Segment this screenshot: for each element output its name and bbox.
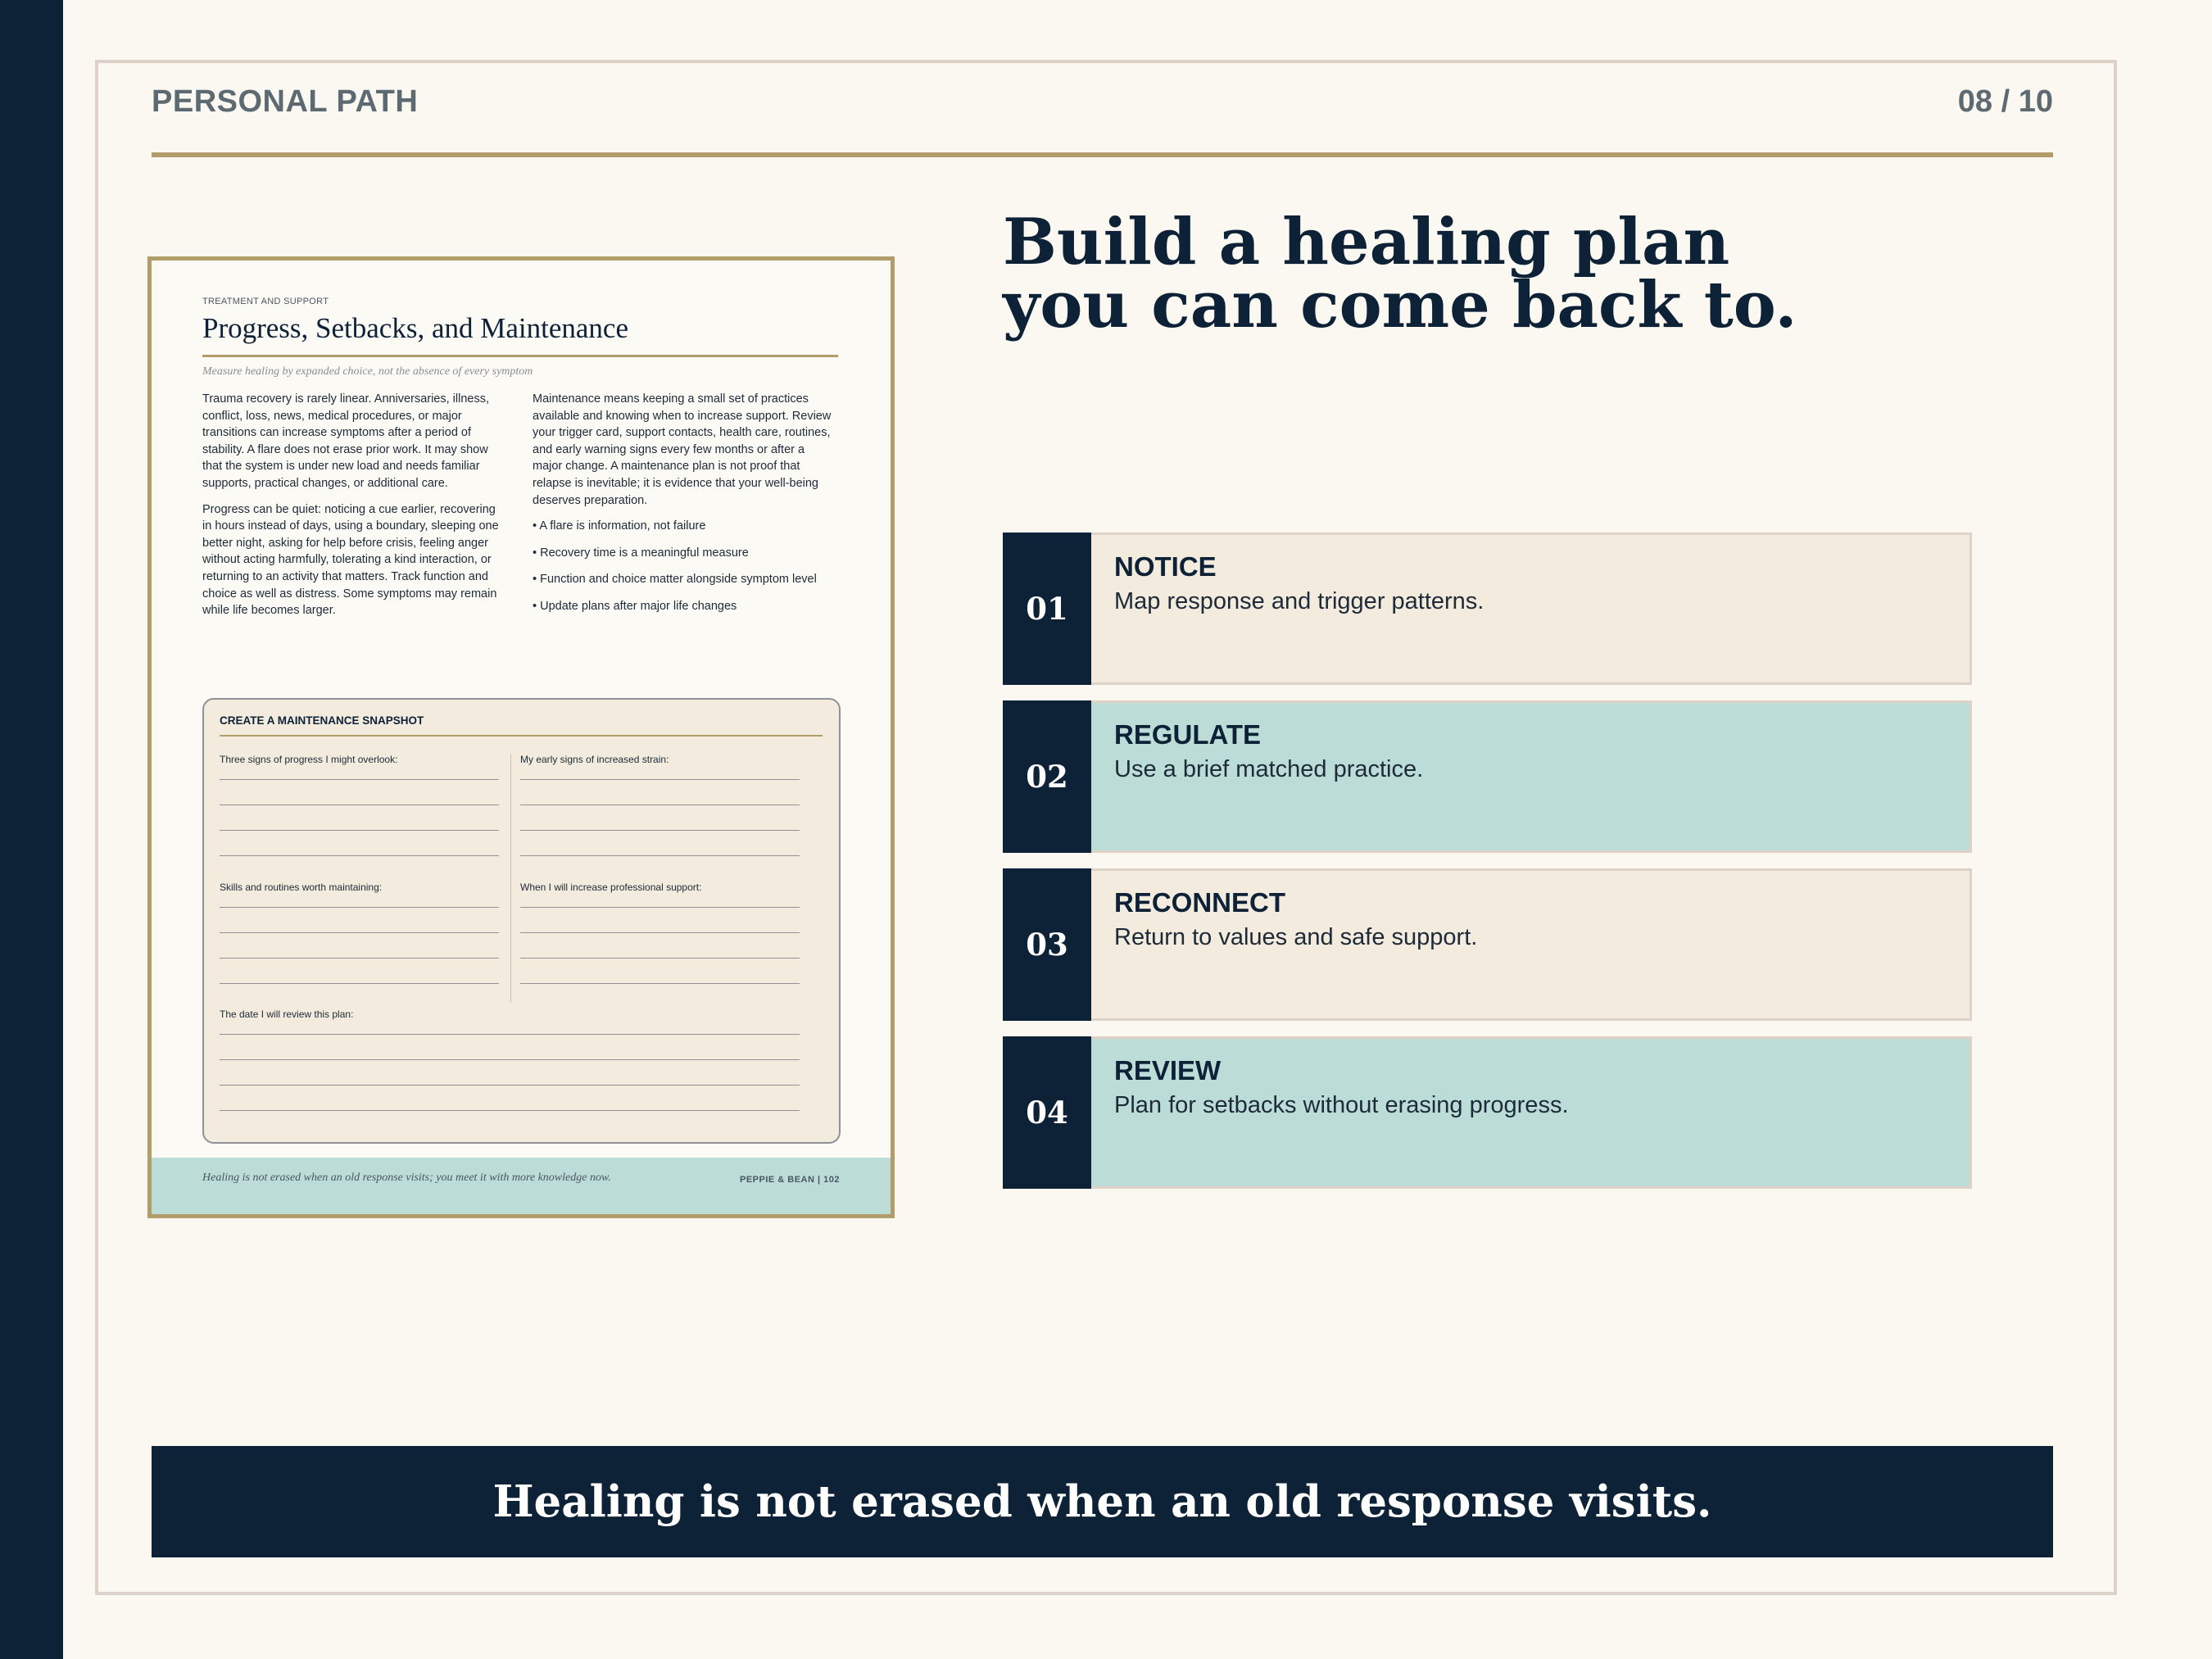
step-description: Use a brief matched practice. (1114, 756, 1424, 782)
bullet-item: • A flare is information, not failure (533, 518, 837, 535)
headline-line: Build a healing plan (1003, 205, 1730, 279)
step-number: 02 (1003, 700, 1091, 853)
write-line[interactable] (220, 855, 499, 856)
step-description: Return to values and safe support. (1114, 924, 1478, 950)
step-number: 03 (1003, 868, 1091, 1021)
preview-column-left (202, 391, 507, 628)
snapshot-label-progress: Three signs of progress I might overlook: (220, 754, 398, 765)
snapshot-title: CREATE A MAINTENANCE SNAPSHOT (220, 714, 424, 727)
left-accent-bar (0, 0, 63, 1659)
bullet-item: • Function and choice matter alongside symptom level (533, 571, 837, 588)
preview-column-right (533, 391, 837, 625)
preview-paragraph: Maintenance means keeping a small set of practices available and knowing when to increase support. Review your trigger card, support contacts, health care, routines, and early warning signs every few months or after a major change. A maintenance plan is not proof that relapse is inevitable; it is evidence that your well-being deserves preparation. (533, 392, 832, 507)
write-line[interactable] (520, 779, 800, 780)
write-line[interactable] (220, 958, 499, 959)
write-line[interactable] (220, 830, 499, 831)
write-line[interactable] (520, 983, 800, 984)
snapshot-label-skills: Skills and routines worth maintaining: (220, 882, 383, 893)
bullet-item: • Recovery time is a meaningful measure (533, 545, 837, 562)
write-line[interactable] (220, 1059, 800, 1060)
preview-kicker: TREATMENT AND SUPPORT (202, 297, 329, 306)
step-card-notice (1003, 533, 1972, 685)
banner-text: Healing is not erased when an old response visits. (492, 1476, 1712, 1527)
step-title: RECONNECT (1114, 887, 1286, 918)
step-title: REGULATE (1114, 719, 1262, 750)
preview-paragraph: Trauma recovery is rarely linear. Anniversaries, illness, conflict, loss, news, medical procedures, or major transitions can increase symptoms after a period of stability. A flare does not erase prior work. It may show that the system is under new load and needs familiar supports, practical changes, or additional care. (202, 392, 490, 490)
step-card-reconnect (1003, 868, 1972, 1021)
write-line[interactable] (520, 958, 800, 959)
page-number: 08 / 10 (1957, 84, 2053, 119)
write-line[interactable] (220, 907, 499, 908)
write-line[interactable] (220, 1085, 800, 1086)
preview-footer-quote: Healing is not erased when an old response visits; you meet it with more knowledge now. (202, 1172, 611, 1184)
page-preview (147, 256, 895, 1218)
write-line[interactable] (220, 983, 499, 984)
step-description: Plan for setbacks without erasing progress. (1114, 1092, 1569, 1118)
step-card-regulate (1003, 700, 1972, 853)
write-line[interactable] (220, 932, 499, 933)
header-rule (152, 152, 2053, 157)
write-line[interactable] (220, 1110, 800, 1111)
snapshot-divider (510, 754, 511, 1003)
write-line[interactable] (520, 907, 800, 908)
bullet-item: • Update plans after major life changes (533, 598, 837, 615)
quote-banner (152, 1446, 2053, 1557)
snapshot-label-review: The date I will review this plan: (220, 1009, 354, 1020)
step-card-review (1003, 1036, 1972, 1189)
preview-subtitle: Measure healing by expanded choice, not the absence of every symptom (202, 365, 533, 378)
preview-bullet-list (533, 518, 837, 614)
preview-footer-credit: PEPPIE & BEAN | 102 (739, 1175, 840, 1185)
write-line[interactable] (220, 779, 499, 780)
write-line[interactable] (520, 855, 800, 856)
headline (1003, 205, 1797, 342)
step-number: 01 (1003, 533, 1091, 685)
write-line[interactable] (220, 1034, 800, 1035)
write-line[interactable] (520, 932, 800, 933)
snapshot-rule (220, 735, 823, 737)
maintenance-snapshot-box (202, 698, 841, 1144)
brand-title: PERSONAL PATH (152, 84, 419, 119)
write-line[interactable] (520, 830, 800, 831)
preview-title: Progress, Setbacks, and Maintenance (202, 312, 628, 344)
headline-line: you can come back to. (1003, 268, 1797, 342)
step-description: Map response and trigger patterns. (1114, 588, 1484, 614)
step-title: REVIEW (1114, 1055, 1222, 1086)
step-number: 04 (1003, 1036, 1091, 1189)
preview-title-rule (202, 355, 838, 357)
preview-paragraph: Progress can be quiet: noticing a cue earlier, recovering in hours instead of days, using a boundary, sleeping one better night, asking for help before crisis, feeling anger without acting harmfully, tolerating a kind interaction, or returning to an activity that matters. Track function and choice as well as distress. Some symptoms may remain while life becomes larger. (202, 502, 499, 618)
step-title: NOTICE (1114, 551, 1217, 582)
snapshot-label-support: When I will increase professional support: (520, 882, 702, 893)
snapshot-label-strain: My early signs of increased strain: (520, 754, 669, 765)
preview-footer (152, 1158, 891, 1214)
